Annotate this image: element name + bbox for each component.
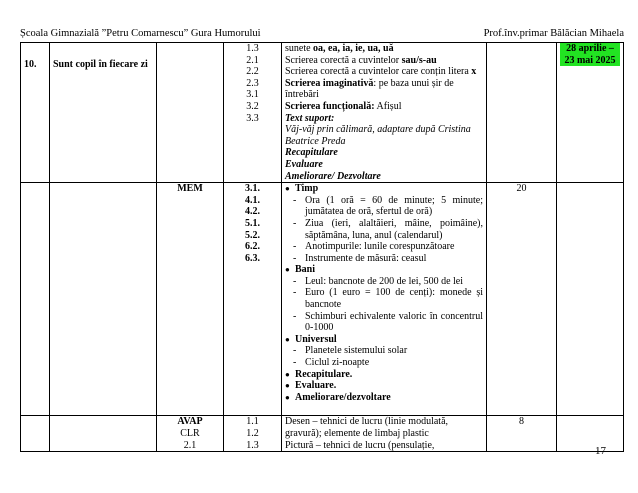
- period-cell: [557, 183, 624, 416]
- list-item: ● Universul: [285, 333, 337, 345]
- competence: 2.1: [246, 54, 259, 66]
- bullet-icon: ●: [285, 369, 290, 379]
- page-header: [20, 28, 624, 42]
- table-row: [21, 416, 624, 452]
- content-line: Scrierea corectă a cuvintelor care conțin litera x: [285, 66, 477, 78]
- content-line: Text suport:: [285, 112, 335, 124]
- content-line: Ameliorare/ Dezvoltare: [285, 170, 381, 182]
- page-number: 17: [595, 445, 606, 457]
- subject-cell: MEM: [157, 183, 224, 416]
- content-line: Desen – tehnici de lucru (linie modulată,: [285, 416, 449, 428]
- list-item: ● Ameliorare/dezvoltare: [285, 391, 391, 403]
- competence: 1.1: [246, 416, 259, 428]
- list-item: - Planetele sistemului solar: [293, 345, 408, 357]
- hours-cell: 8: [487, 416, 557, 452]
- competence: 3.2: [246, 100, 259, 112]
- competence: 2.3: [246, 77, 259, 89]
- competence: 6.3.: [245, 252, 260, 264]
- list-item: - Leul: bancnote de 200 de lei, 500 de lei: [293, 275, 464, 287]
- list-item: - Instrumente de măsură: ceasul: [293, 252, 427, 264]
- content-line: Scrierea corectă a cuvintelor sau/s-au: [285, 54, 437, 66]
- competence: 3.1.: [245, 183, 260, 195]
- hours-cell: [487, 43, 557, 183]
- content-line: Scrierea funcțională: Afișul: [285, 100, 402, 112]
- competence: 6.2.: [245, 241, 260, 253]
- list-item: - Ziua (ieri, alaltăieri, mâine, poimâine), săptămâna, luna, anul (calendarul): [293, 217, 483, 241]
- competence: 5.2.: [245, 229, 260, 241]
- subject-code: 2.1: [183, 439, 197, 451]
- content-line: Pictură – tehnici de lucru (pensulație,: [285, 439, 435, 451]
- bullet-icon: ●: [285, 265, 290, 275]
- school-name: Școala Gimnazială ”Petru Comarnescu” Gura Humorului: [20, 28, 261, 39]
- contents-cell: [282, 183, 487, 416]
- contents-cell: [282, 416, 487, 452]
- competence: 3.3: [246, 112, 259, 124]
- empty-cell: [50, 416, 157, 452]
- bullet-icon: ●: [285, 184, 290, 194]
- list-item: ● Recapitulare.: [285, 368, 353, 380]
- unit-number: 10.: [21, 43, 50, 183]
- list-item: - Ciclul zi-noapte: [293, 357, 370, 369]
- empty-cell: [21, 183, 50, 416]
- bullet-icon: ●: [285, 381, 290, 391]
- teacher-name: Prof.înv.primar Bălăcian Mihaela: [483, 28, 624, 39]
- subject-name: AVAP: [177, 416, 203, 428]
- curriculum-table: [20, 42, 624, 452]
- contents-cell: [282, 43, 487, 183]
- list-item: - Anotimpurile: lunile corespunzătoare: [293, 241, 455, 253]
- list-item: ● Bani: [285, 264, 316, 276]
- competence: 1.3: [246, 439, 259, 451]
- period-cell: [557, 416, 624, 452]
- empty-cell: [21, 416, 50, 452]
- content-line: gravură); elemente de limbaj plastic: [285, 428, 429, 439]
- list-item: - Euro (1 euro = 100 de cenți): monede și bancnote: [293, 287, 483, 311]
- competence: 4.2.: [245, 206, 260, 218]
- competences-cell: [224, 416, 282, 452]
- unit-title: Sunt copil în fiecare zi: [50, 43, 157, 183]
- competence: 2.2: [246, 66, 259, 78]
- period-highlight: 28 aprilie – 23 mai 2025: [560, 43, 620, 66]
- list-item: ● Timp: [285, 183, 319, 195]
- list-item: - Schimburi echivalente valoric în concentrul 0-1000: [293, 310, 483, 334]
- content-line: sunete oa, ea, ia, ie, ua, uă: [285, 43, 394, 54]
- period-cell: [557, 43, 624, 183]
- table-row: [21, 183, 624, 416]
- list-item: ● Evaluare.: [285, 380, 337, 392]
- subject-cell: [157, 416, 224, 452]
- list-item: - Ora (1 oră = 60 de minute; 5 minute; jumătatea de oră, sfertul de oră): [293, 194, 483, 218]
- competences-cell: [224, 43, 282, 183]
- competence: 1.3: [246, 43, 259, 54]
- content-line: Recapitulare: [285, 147, 338, 159]
- hours-cell: 20: [487, 183, 557, 416]
- subject-name: CLR: [180, 428, 200, 439]
- bullet-icon: ●: [285, 334, 290, 344]
- bullet-icon: ●: [285, 392, 290, 402]
- subject-cell: [157, 43, 224, 183]
- table-row: [21, 43, 624, 183]
- competence: 1.2: [246, 428, 259, 439]
- competence: 5.1.: [245, 217, 260, 229]
- competence: 3.1: [246, 89, 259, 101]
- competences-cell: [224, 183, 282, 416]
- competence: 4.1.: [245, 194, 260, 206]
- content-line: Văj-văj prin călimară, adaptare după Cristina Beatrice Preda: [285, 124, 471, 147]
- content-line: Scrierea imaginativă: pe baza unui șir de întrebări: [285, 77, 454, 101]
- empty-cell: [50, 183, 157, 416]
- content-line: Evaluare: [285, 158, 323, 170]
